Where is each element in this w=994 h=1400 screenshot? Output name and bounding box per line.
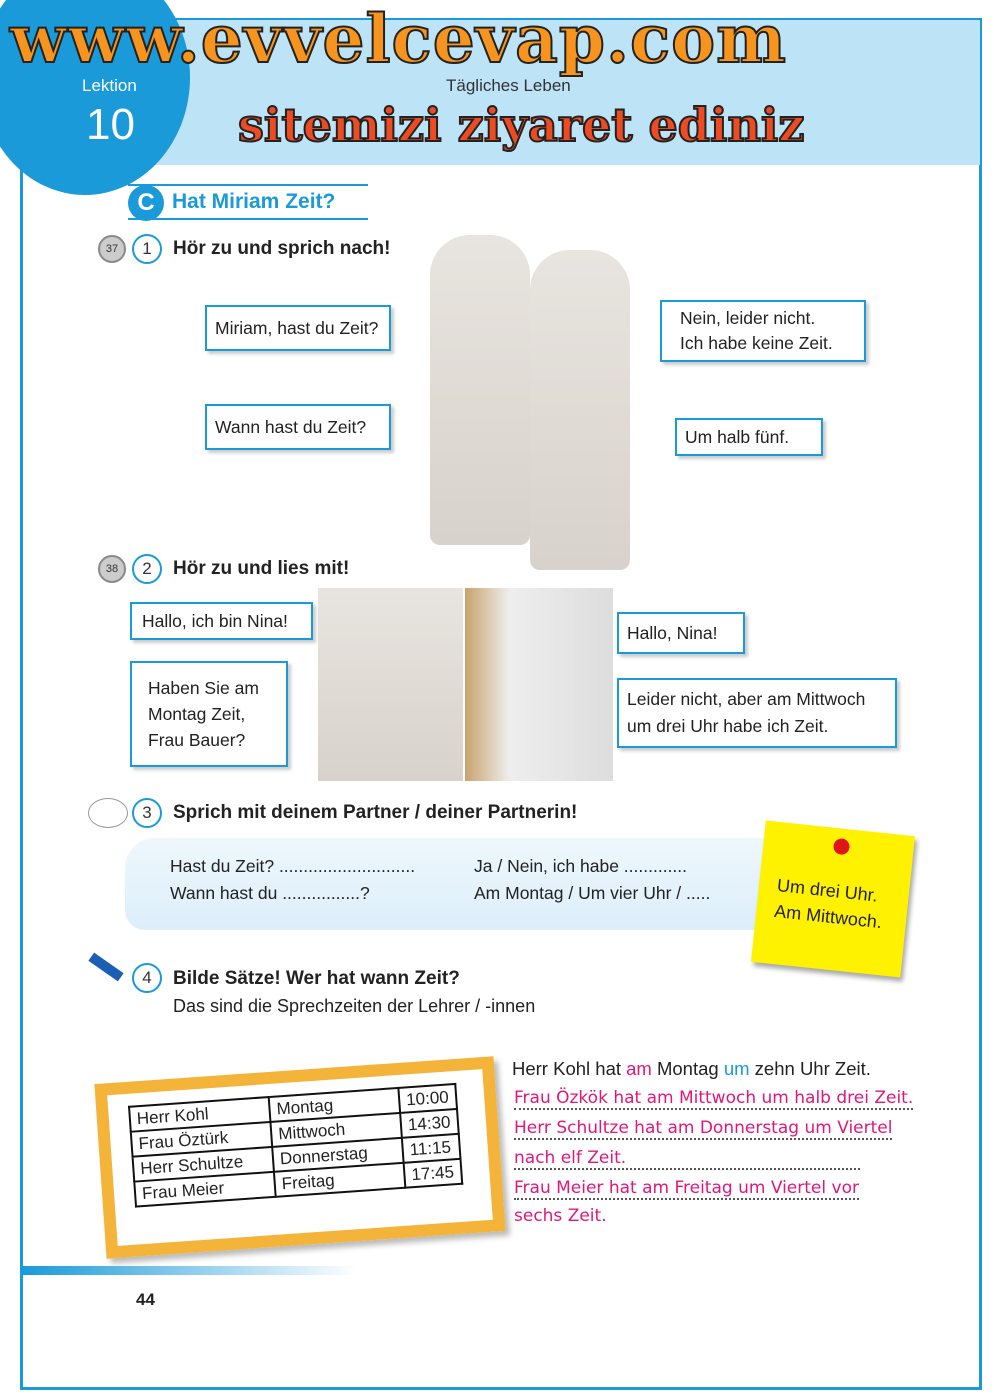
- cell: Montag: [269, 1088, 400, 1122]
- note-line: Am Mittwoch.: [773, 900, 883, 933]
- speech-bubble: Hallo, ich bin Nina!: [130, 602, 313, 640]
- cd-track-icon: 38: [98, 555, 126, 583]
- exercise-title: Sprich mit deinem Partner / deiner Partnerin!: [173, 802, 578, 823]
- dialogue-line: Wann hast du ................?: [170, 883, 370, 903]
- highlight-am: am: [626, 1058, 652, 1079]
- section-title: Hat Miriam Zeit?: [172, 190, 336, 213]
- speech-bubble: Hallo, Nina!: [617, 612, 745, 654]
- speech-bubble: [660, 300, 866, 362]
- exercise-subtitle: Das sind die Sprechzeiten der Lehrer / -innen: [173, 996, 536, 1016]
- exercise-number: 2: [132, 554, 162, 584]
- answer-line[interactable]: Frau Özkök hat am Mittwoch um halb drei Zeit.: [514, 1088, 914, 1108]
- example-sentence: [512, 1054, 871, 1084]
- cd-track-icon: 37: [98, 235, 126, 263]
- photo-woman-phone: [318, 588, 463, 781]
- section-letter: C: [128, 185, 164, 221]
- photo-boy: [430, 235, 530, 545]
- cell: Herr Kohl: [129, 1097, 270, 1132]
- bubble-line: Montag Zeit,: [148, 704, 246, 724]
- bubble-line: Leider nicht, aber am Mittwoch: [627, 689, 866, 709]
- lesson-label: Lektion: [82, 76, 137, 95]
- speech-bubble: Wann hast du Zeit?: [205, 404, 391, 450]
- bubble-line: Ich habe keine Zeit.: [680, 333, 833, 353]
- cell: 11:15: [402, 1134, 460, 1163]
- photo-woman-suitcase: [465, 588, 613, 781]
- footer-bar: [22, 1266, 357, 1275]
- answer-line[interactable]: nach elf Zeit.: [514, 1148, 860, 1170]
- watermark-slogan: sitemizi ziyaret ediniz: [238, 98, 805, 152]
- cell: Mittwoch: [270, 1113, 401, 1147]
- speech-icon: [88, 798, 128, 828]
- cell: Herr Schultze: [133, 1147, 274, 1182]
- photo-girl: [530, 250, 630, 570]
- note-text: [773, 872, 886, 935]
- cell: 17:45: [404, 1159, 462, 1188]
- speech-bubble: Miriam, hast du Zeit?: [205, 305, 391, 351]
- exercise-title: Hör zu und lies mit!: [173, 558, 350, 579]
- cell: Donnerstag: [272, 1138, 403, 1172]
- text: Herr Kohl hat: [512, 1058, 627, 1079]
- chapter-subtitle: Tägliches Leben: [446, 76, 571, 95]
- speech-bubble: [130, 661, 288, 767]
- bubble-line: Haben Sie am: [148, 678, 259, 698]
- exercise-number: 4: [132, 963, 162, 993]
- cell: 10:00: [398, 1084, 456, 1113]
- bubble-line: Frau Bauer?: [148, 730, 246, 750]
- watermark-url: www.evvelcevap.com: [10, 0, 787, 78]
- page-number: 44: [136, 1290, 155, 1309]
- note-line: Um drei Uhr.: [776, 875, 879, 906]
- highlight-um: um: [723, 1058, 750, 1079]
- lesson-number: 10: [86, 100, 135, 149]
- bubble-line: Nein, leider nicht.: [680, 308, 816, 328]
- dialogue-line: Hast du Zeit? ............................: [170, 856, 416, 876]
- cell: Freitag: [274, 1163, 405, 1197]
- exercise-number: 1: [132, 234, 162, 264]
- text: zehn Uhr Zeit.: [749, 1058, 871, 1079]
- exercise-title: Hör zu und sprich nach!: [173, 238, 391, 259]
- text: Montag: [651, 1058, 724, 1079]
- speech-bubble: Um halb fünf.: [675, 418, 823, 456]
- schedule-board: [94, 1056, 505, 1258]
- answer-line[interactable]: Frau Meier hat am Freitag um Viertel vor: [514, 1178, 859, 1198]
- speech-bubble: [617, 678, 897, 748]
- schedule-table: [128, 1083, 463, 1208]
- answer-line[interactable]: sechs Zeit.: [514, 1206, 607, 1226]
- bubble-line: um drei Uhr habe ich Zeit.: [627, 716, 829, 736]
- cell: Frau Meier: [134, 1172, 275, 1207]
- dialogue-line: Am Montag / Um vier Uhr / .....: [474, 883, 711, 903]
- cell: Frau Öztürk: [131, 1122, 272, 1157]
- exercise-title: Bilde Sätze! Wer hat wann Zeit?: [173, 968, 460, 989]
- pin-icon: [833, 838, 851, 856]
- sticky-note: [751, 821, 915, 978]
- answer-line[interactable]: Herr Schultze hat am Donnerstag um Viertel: [514, 1118, 893, 1138]
- exercise-number: 3: [132, 798, 162, 828]
- cell: 14:30: [400, 1109, 458, 1138]
- dialogue-line: Ja / Nein, ich habe .............: [474, 856, 688, 876]
